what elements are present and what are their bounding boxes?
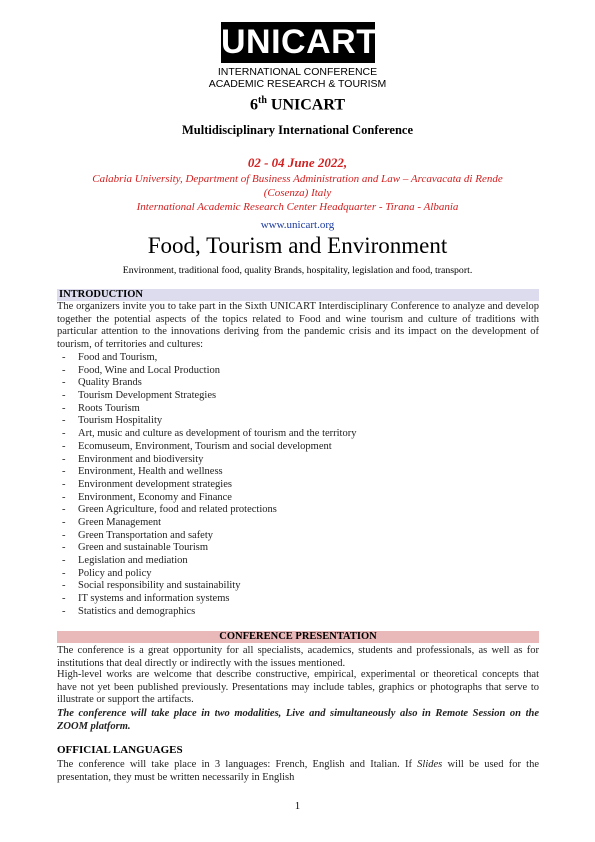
bullet-dash: - <box>62 352 66 363</box>
bullet-dash: - <box>62 605 66 617</box>
topic-label: Environment and biodiversity <box>78 453 204 465</box>
topic-label: Green Management <box>78 516 162 528</box>
topic-label: Statistics and demographics <box>78 605 196 617</box>
edition-number: 6 <box>249 96 258 114</box>
page-title: Food, Tourism and Environment <box>147 233 448 258</box>
languages-text-start: The conference will take place in 3 languages: French, English and Italian. If <box>57 759 418 770</box>
topic-label: Environment development strategies <box>78 478 232 490</box>
modality-text: The conference will take place in two modalities, Live and simultaneously also in Remote Session on the ZOOM platform. <box>57 708 539 732</box>
official-languages-heading: OFFICIAL LANGUAGES <box>57 744 183 756</box>
topic-label: Roots Tourism <box>78 402 140 414</box>
venue-line-2: (Cosenza) Italy <box>263 187 332 199</box>
topic-list <box>62 352 532 618</box>
bullet-dash: - <box>62 555 66 566</box>
topic-label: Tourism Hospitality <box>78 415 163 427</box>
topic-item <box>62 568 532 581</box>
topic-item <box>62 390 532 403</box>
topic-item <box>62 555 532 568</box>
bullet-dash: - <box>62 593 66 605</box>
topic-label: Green Transportation and safety <box>78 529 214 541</box>
topic-item <box>62 580 532 593</box>
topic-item <box>62 542 532 555</box>
topic-label: Environment, Economy and Finance <box>78 491 232 503</box>
keywords-line: Environment, traditional food, quality Brands, hospitality, legislation and food, transport. <box>122 265 473 276</box>
topic-item <box>62 593 532 606</box>
conference-presentation-heading: CONFERENCE PRESENTATION <box>57 631 539 643</box>
topic-item <box>62 606 532 619</box>
bullet-dash: - <box>62 377 66 389</box>
unicart-logo: UNICART <box>221 23 378 61</box>
venue-line-1: Calabria University, Department of Business Administration and Law – Arcavacata di Rende <box>92 173 503 185</box>
bullet-dash: - <box>62 580 66 592</box>
bullet-dash: - <box>62 364 66 376</box>
topic-label: Environment, Health and wellness <box>78 466 223 478</box>
topic-label: Green and sustainable Tourism <box>78 542 208 554</box>
bullet-dash: - <box>62 529 66 541</box>
languages-text-slides: Slides <box>417 759 443 770</box>
topic-label: Social responsibility and sustainability <box>78 580 241 592</box>
conference-dates: 02 - 04 June 2022, <box>247 155 348 170</box>
logo-subtitle-line2: ACADEMIC RESEARCH & TOURISM <box>208 78 387 90</box>
page-number: 1 <box>294 801 301 812</box>
bullet-dash: - <box>62 440 66 452</box>
introduction-text: The organizers invite you to take part in the Sixth UNICART Interdisciplinary Conference to analyze and develop together the potential aspects of the topics related to Food and wine tourism and culture of traditions with particular attention to the innovations deriving from the pandemic crisis and its impact on the development of tourism, of territories and cultures: <box>57 301 539 350</box>
presentation-text: The conference is a great opportunity for all specialists, academics, students and professionals, as well as for institutions that deal directly or indirectly with the issues mentioned. <box>57 645 539 669</box>
topic-label: Food, Wine and Local Production <box>78 364 220 376</box>
high-level-works-text: High-level works are welcome that describe constructive, empirical, experimental or theoretical concepts that have not yet been published previously. Presentations may include tables, graphics or photographs that serve to illustrate or support the artifacts. <box>57 669 539 706</box>
bullet-dash: - <box>62 491 66 503</box>
bullet-dash: - <box>62 542 66 554</box>
venue-line-3: International Academic Research Center Headquarter - Tirana - Albania <box>136 201 459 213</box>
topic-item <box>62 428 532 441</box>
bullet-dash: - <box>62 516 66 528</box>
topic-item <box>62 504 532 517</box>
logo-subtitle-line1: INTERNATIONAL CONFERENCE <box>217 66 378 78</box>
topic-item <box>62 466 532 479</box>
conference-subtitle: Multidisciplinary International Conference <box>181 123 413 137</box>
bullet-dash: - <box>62 466 66 478</box>
bullet-dash: - <box>62 478 66 490</box>
topic-label: Food and Tourism, <box>78 352 158 363</box>
bullet-dash: - <box>62 402 66 414</box>
bullet-dash: - <box>62 428 66 440</box>
topic-item <box>62 492 532 505</box>
official-languages-text <box>57 759 539 784</box>
edition-suffix: th <box>257 95 267 106</box>
topic-item <box>62 530 532 543</box>
topic-item <box>62 415 532 428</box>
topic-item <box>62 403 532 416</box>
topic-item <box>62 517 532 530</box>
introduction-heading: INTRODUCTION <box>57 289 539 301</box>
bullet-dash: - <box>62 415 66 427</box>
edition-name: UNICART <box>266 96 345 114</box>
topic-item <box>62 479 532 492</box>
topic-label: Tourism Development Strategies <box>78 390 217 402</box>
topic-item <box>62 377 532 390</box>
topic-label: Policy and policy <box>78 567 152 579</box>
topic-label: Ecomuseum, Environment, Tourism and social development <box>78 440 332 452</box>
topic-item <box>62 365 532 378</box>
topic-item <box>62 352 532 365</box>
topic-label: Legislation and mediation <box>78 555 188 566</box>
bullet-dash: - <box>62 567 66 579</box>
topic-item <box>62 441 532 454</box>
topic-item <box>62 454 532 467</box>
edition-heading <box>0 95 595 114</box>
topic-label: Art, music and culture as development of tourism and the territory <box>78 428 357 440</box>
bullet-dash: - <box>62 504 66 516</box>
bullet-dash: - <box>62 453 66 465</box>
bullet-dash: - <box>62 390 66 402</box>
languages-text-end: will be used for the presentation, they must be written necessarily in English <box>57 759 539 783</box>
website-link[interactable]: www.unicart.org <box>260 219 335 231</box>
topic-label: IT systems and information systems <box>78 593 230 605</box>
topic-label: Quality Brands <box>78 377 142 389</box>
topic-label: Green Agriculture, food and related protections <box>78 504 277 516</box>
